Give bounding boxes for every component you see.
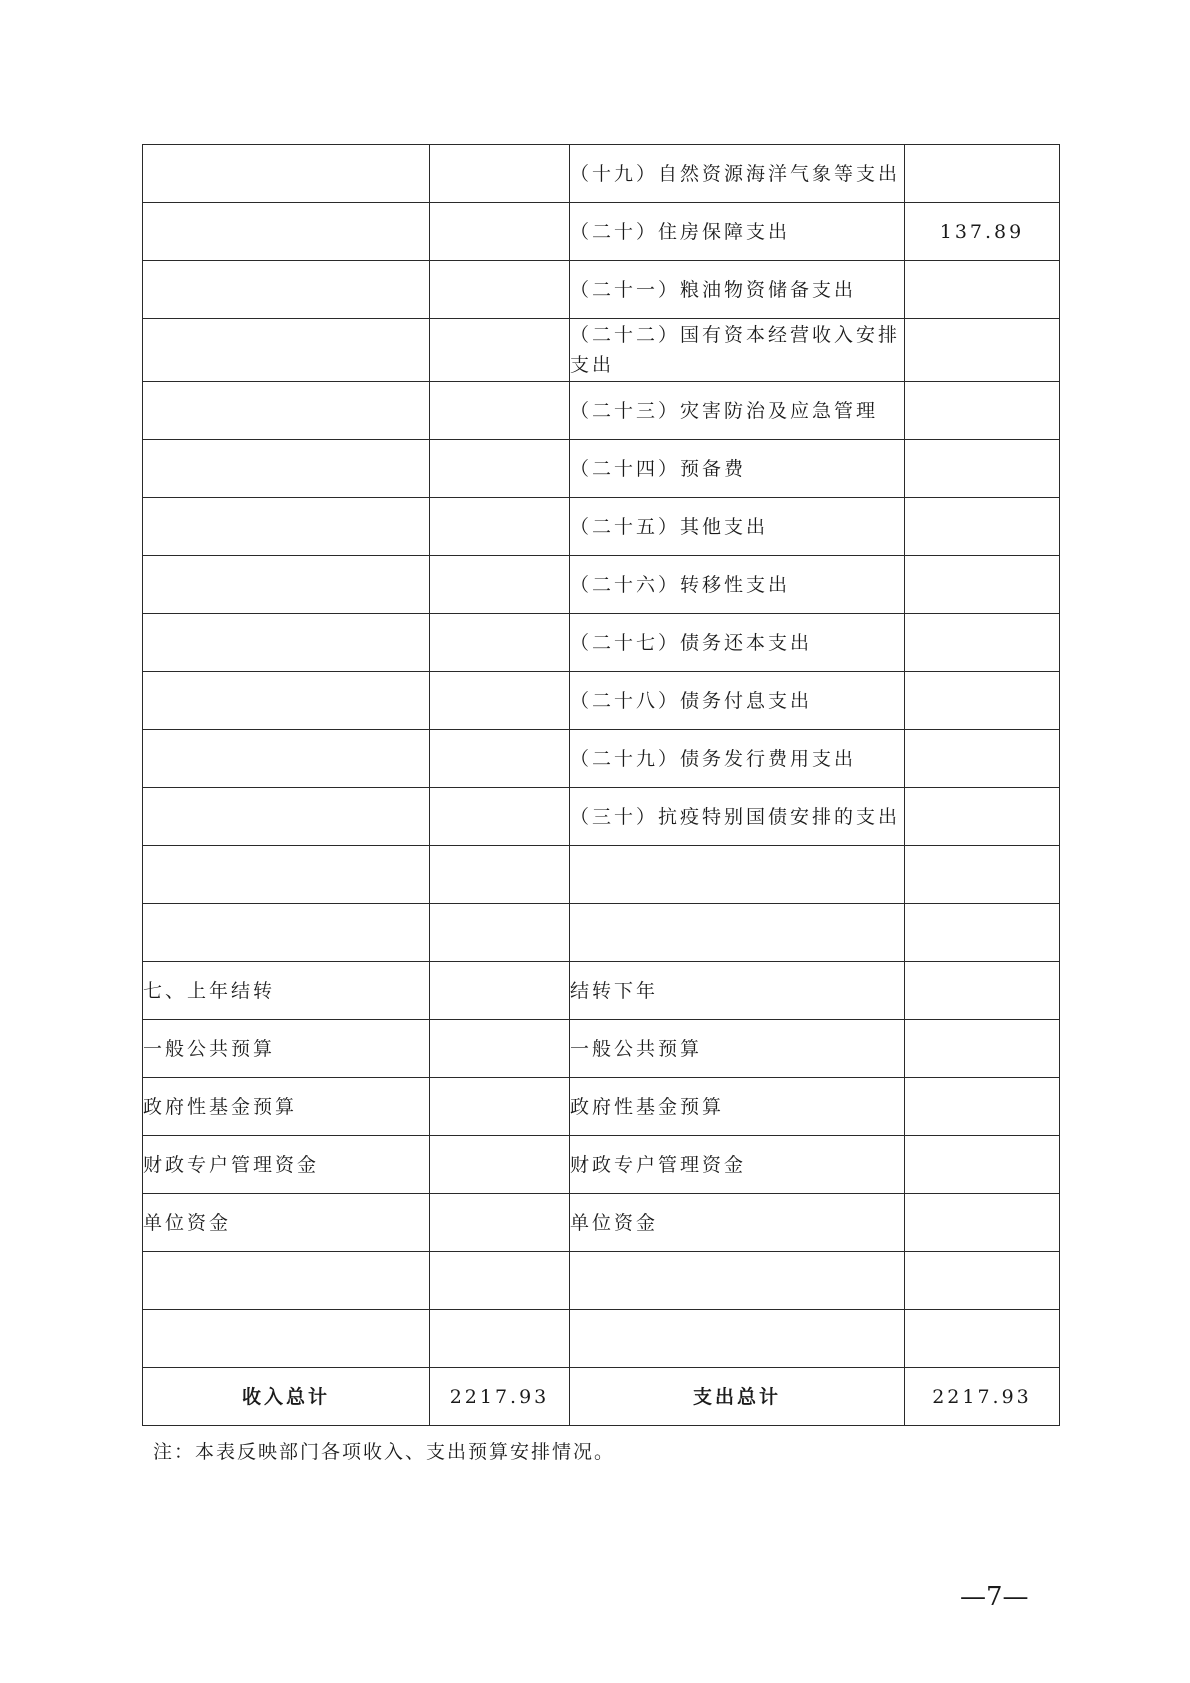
expense-item-cell: （二十八）债务付息支出 <box>570 672 905 730</box>
income-value-cell <box>430 382 570 440</box>
empty-cell <box>143 904 430 962</box>
income-value-cell <box>430 1020 570 1078</box>
empty-cell <box>430 1252 570 1310</box>
empty-cell <box>143 1310 430 1368</box>
expense-value-cell <box>905 614 1060 672</box>
empty-cell <box>430 846 570 904</box>
expense-item-cell: （二十三）灾害防治及应急管理 <box>570 382 905 440</box>
income-item-cell <box>143 440 430 498</box>
table-row <box>143 556 1060 614</box>
income-item-cell <box>143 203 430 261</box>
expense-item-cell: （十九）自然资源海洋气象等支出 <box>570 145 905 203</box>
income-carryover-item: 一般公共预算 <box>143 1020 430 1078</box>
income-value-cell <box>430 1136 570 1194</box>
table-row <box>143 319 1060 382</box>
expense-item-cell: （二十五）其他支出 <box>570 498 905 556</box>
expense-value-cell <box>905 1194 1060 1252</box>
expense-value-cell <box>905 730 1060 788</box>
income-item-cell <box>143 672 430 730</box>
expense-value-cell <box>905 1078 1060 1136</box>
empty-cell <box>905 846 1060 904</box>
income-item-cell <box>143 730 430 788</box>
expense-item-cell: （三十）抗疫特别国债安排的支出 <box>570 788 905 846</box>
income-value-cell <box>430 788 570 846</box>
income-item-cell <box>143 319 430 382</box>
income-value-cell <box>430 672 570 730</box>
income-value-cell <box>430 1194 570 1252</box>
empty-cell <box>570 1310 905 1368</box>
table-row <box>143 788 1060 846</box>
expense-item-cell: （二十一）粮油物资储备支出 <box>570 261 905 319</box>
income-value-cell <box>430 556 570 614</box>
income-value-cell <box>430 145 570 203</box>
expense-value-cell <box>905 382 1060 440</box>
expense-value-cell <box>905 319 1060 382</box>
income-carryover-item: 政府性基金预算 <box>143 1078 430 1136</box>
expense-item-cell: （二十二）国有资本经营收入安排支出 <box>570 319 905 382</box>
expense-value-cell <box>905 962 1060 1020</box>
table-row <box>143 261 1060 319</box>
table-row <box>143 203 1060 261</box>
empty-cell <box>905 904 1060 962</box>
income-total-value: 2217.93 <box>430 1368 570 1426</box>
empty-cell <box>143 1252 430 1310</box>
income-item-cell <box>143 145 430 203</box>
empty-cell <box>570 904 905 962</box>
expense-total-label: 支出总计 <box>570 1368 905 1426</box>
carryover-row <box>143 1194 1060 1252</box>
carryover-row <box>143 1020 1060 1078</box>
income-value-cell <box>430 614 570 672</box>
carryover-row <box>143 1136 1060 1194</box>
income-item-cell <box>143 498 430 556</box>
expense-value-cell <box>905 498 1060 556</box>
table-row <box>143 145 1060 203</box>
carryover-row <box>143 1078 1060 1136</box>
totals-row <box>143 1368 1060 1426</box>
table-row <box>143 440 1060 498</box>
empty-cell <box>430 1310 570 1368</box>
expense-value-cell <box>905 672 1060 730</box>
table-row-empty <box>143 904 1060 962</box>
income-value-cell <box>430 203 570 261</box>
table-row-empty <box>143 846 1060 904</box>
income-value-cell <box>430 319 570 382</box>
table-row-empty <box>143 1252 1060 1310</box>
carryover-header-row <box>143 962 1060 1020</box>
table-row <box>143 614 1060 672</box>
table-row <box>143 730 1060 788</box>
empty-cell <box>430 904 570 962</box>
expense-value-cell <box>905 1136 1060 1194</box>
expense-item-cell: （二十六）转移性支出 <box>570 556 905 614</box>
income-item-cell <box>143 788 430 846</box>
income-item-cell <box>143 261 430 319</box>
income-carryover-item: 财政专户管理资金 <box>143 1136 430 1194</box>
income-carryover-item: 单位资金 <box>143 1194 430 1252</box>
table-row <box>143 672 1060 730</box>
income-value-cell <box>430 261 570 319</box>
income-value-cell <box>430 1078 570 1136</box>
expense-total-value: 2217.93 <box>905 1368 1060 1426</box>
page-number: —7— <box>960 1582 1029 1612</box>
income-item-cell <box>143 614 430 672</box>
expense-item-cell: （二十七）债务还本支出 <box>570 614 905 672</box>
empty-cell <box>570 846 905 904</box>
income-total-label: 收入总计 <box>143 1368 430 1426</box>
table-row <box>143 382 1060 440</box>
expense-value-cell <box>905 556 1060 614</box>
expense-item-cell: （二十）住房保障支出 <box>570 203 905 261</box>
table-row <box>143 498 1060 556</box>
expense-value-cell <box>905 788 1060 846</box>
expense-carryover-item: 财政专户管理资金 <box>570 1136 905 1194</box>
income-value-cell <box>430 440 570 498</box>
expense-value-cell <box>905 261 1060 319</box>
expense-value-cell <box>905 1020 1060 1078</box>
expense-carryover-item: 单位资金 <box>570 1194 905 1252</box>
budget-summary-table <box>142 144 1060 1426</box>
income-value-cell <box>430 962 570 1020</box>
expense-carryover-item: 政府性基金预算 <box>570 1078 905 1136</box>
table-row-empty <box>143 1310 1060 1368</box>
empty-cell <box>143 846 430 904</box>
empty-cell <box>905 1310 1060 1368</box>
expense-carryover-item: 一般公共预算 <box>570 1020 905 1078</box>
income-item-cell <box>143 382 430 440</box>
expense-carryover-header: 结转下年 <box>570 962 905 1020</box>
expense-value-cell <box>905 440 1060 498</box>
expense-item-cell: （二十四）预备费 <box>570 440 905 498</box>
income-item-cell <box>143 556 430 614</box>
table-footnote: 注：本表反映部门各项收入、支出预算安排情况。 <box>153 1441 616 1463</box>
expense-value-cell <box>905 145 1060 203</box>
expense-item-cell: （二十九）债务发行费用支出 <box>570 730 905 788</box>
income-value-cell <box>430 498 570 556</box>
expense-value-cell: 137.89 <box>905 203 1060 261</box>
empty-cell <box>905 1252 1060 1310</box>
empty-cell <box>570 1252 905 1310</box>
income-value-cell <box>430 730 570 788</box>
income-carryover-header: 七、上年结转 <box>143 962 430 1020</box>
